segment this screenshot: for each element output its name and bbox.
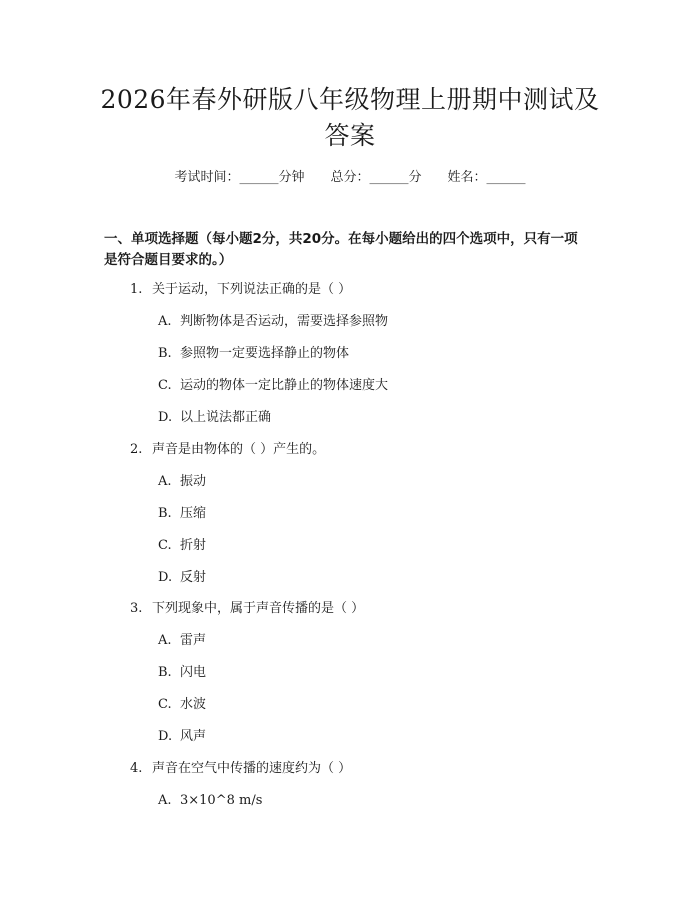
question-3-option-b <box>158 664 206 682</box>
total-score-field: 总分：______分 <box>330 170 422 185</box>
option-label: B. <box>158 506 172 521</box>
section-heading <box>104 229 604 271</box>
question-text: 声音在空气中传播的速度约为（ ） <box>152 761 352 776</box>
option-text: 闪电 <box>180 665 207 680</box>
question-3 <box>130 600 364 618</box>
option-label: C. <box>158 697 172 712</box>
question-4 <box>130 760 351 778</box>
option-label: B. <box>158 346 172 361</box>
question-text: 声音是由物体的（ ）产生的。 <box>152 442 326 457</box>
question-number: 1. <box>130 282 143 297</box>
option-text: 振动 <box>180 474 207 489</box>
option-label: D. <box>158 729 173 744</box>
option-text: 折射 <box>180 538 207 553</box>
question-text: 下列现象中，属于声音传播的是（ ） <box>152 601 365 616</box>
question-2-option-a <box>158 473 206 491</box>
section-heading-line-2: 是符合题目要求的。） <box>104 252 233 268</box>
question-1-option-c <box>158 377 388 395</box>
option-label: A. <box>158 633 172 648</box>
section-heading-line-1: 一、单项选择题（每小题2分，共20分。在每小题给出的四个选项中，只有一项 <box>104 231 578 247</box>
question-number: 2. <box>130 442 143 457</box>
question-1-option-a <box>158 313 388 331</box>
exam-meta <box>0 169 700 187</box>
option-text: 以上说法都正确 <box>180 410 272 425</box>
question-text: 关于运动，下列说法正确的是（ ） <box>152 282 352 297</box>
student-name-field: 姓名：______ <box>447 170 526 185</box>
option-label: A. <box>158 314 172 329</box>
option-label: C. <box>158 378 172 393</box>
option-label: A. <box>158 793 172 808</box>
option-text: 参照物一定要选择静止的物体 <box>180 346 350 361</box>
question-3-option-c <box>158 696 206 714</box>
option-text: 运动的物体一定比静止的物体速度大 <box>180 378 389 393</box>
question-1 <box>130 281 351 299</box>
question-2-option-d <box>158 569 206 587</box>
option-text: 压缩 <box>180 506 207 521</box>
question-2-option-b <box>158 505 206 523</box>
option-text: 风声 <box>180 729 207 744</box>
question-3-option-d <box>158 728 206 746</box>
exam-time-field: 考试时间：______分钟 <box>174 170 305 185</box>
question-3-option-a <box>158 632 206 650</box>
question-1-option-b <box>158 345 349 363</box>
question-2 <box>130 441 325 459</box>
option-text: 3×10^8 m/s <box>180 793 263 808</box>
question-number: 3. <box>130 601 143 616</box>
document-title: 2026年春外研版八年级物理上册期中测试及答案 <box>100 85 600 150</box>
option-text: 水波 <box>180 697 207 712</box>
option-text: 雷声 <box>180 633 207 648</box>
question-4-option-a <box>158 792 262 810</box>
option-label: B. <box>158 665 172 680</box>
option-label: D. <box>158 410 173 425</box>
question-2-option-c <box>158 537 206 555</box>
option-label: A. <box>158 474 172 489</box>
option-label: D. <box>158 570 173 585</box>
option-text: 判断物体是否运动，需要选择参照物 <box>180 314 389 329</box>
question-1-option-d <box>158 409 271 427</box>
option-label: C. <box>158 538 172 553</box>
option-text: 反射 <box>180 570 207 585</box>
question-number: 4. <box>130 761 143 776</box>
